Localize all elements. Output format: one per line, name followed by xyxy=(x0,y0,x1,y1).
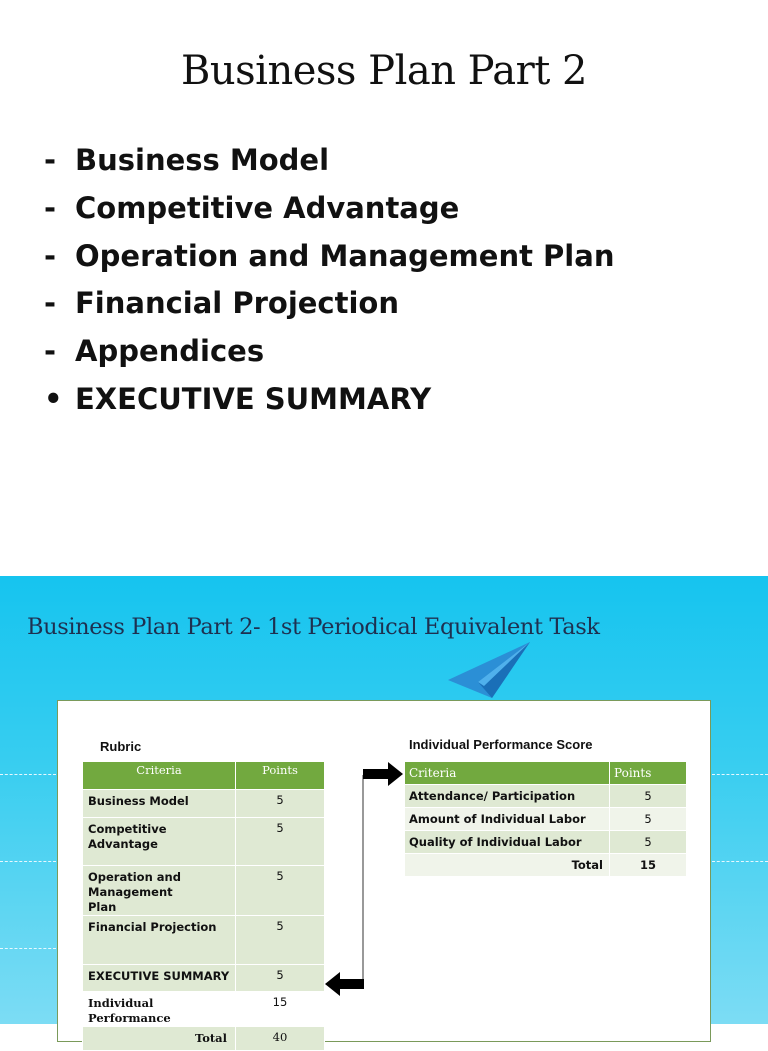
list-item-text: Competitive Advantage xyxy=(75,190,460,225)
arrow-left-icon xyxy=(325,972,364,996)
criteria-cell: Individual Performance xyxy=(83,992,236,1027)
dash-marker: - xyxy=(44,286,57,321)
criteria-cell: Operation and Management Plan xyxy=(83,866,236,916)
points-cell: 5 xyxy=(610,785,687,808)
criteria-cell: EXECUTIVE SUMMARY xyxy=(83,965,236,992)
list-item-text: Financial Projection xyxy=(75,286,399,321)
connector-lines xyxy=(0,576,768,1024)
criteria-cell: Attendance/ Participation xyxy=(405,785,610,808)
score-label: Individual Performance Score xyxy=(409,737,593,752)
dash-marker: - xyxy=(44,334,57,369)
bullet-marker: • xyxy=(44,381,63,416)
dash-marker: - xyxy=(44,143,57,177)
total-label: Total xyxy=(405,854,610,877)
criteria-cell: Business Model xyxy=(83,790,236,818)
dash-marker: - xyxy=(44,190,57,225)
points-cell: 5 xyxy=(236,790,325,818)
column-header: Points xyxy=(236,762,325,790)
dash-marker: - xyxy=(44,238,57,273)
points-cell: 5 xyxy=(610,808,687,831)
slide-title: Business Plan Part 2- 1st Periodical Equivalent Task xyxy=(27,614,600,640)
column-header: Points xyxy=(610,762,687,785)
slide-title: Business Plan Part 2 xyxy=(180,48,588,94)
column-header: Criteria xyxy=(405,762,610,785)
points-cell: 5 xyxy=(236,965,325,992)
criteria-cell: Financial Projection xyxy=(83,916,236,965)
points-cell: 5 xyxy=(236,916,325,965)
criteria-cell: Amount of Individual Labor xyxy=(405,808,610,831)
points-cell: 5 xyxy=(236,866,325,916)
list-item-text: Operation and Management Plan xyxy=(75,238,615,273)
slide-periodical-task xyxy=(0,576,768,1045)
list-item-text: Business Model xyxy=(75,143,330,177)
list-item-text: Appendices xyxy=(75,334,265,369)
points-cell: 5 xyxy=(236,818,325,866)
points-cell: 15 xyxy=(236,992,325,1027)
arrow-right-icon xyxy=(363,762,403,786)
rubric-label: Rubric xyxy=(100,739,142,754)
criteria-cell: Competitive Advantage xyxy=(83,818,236,866)
column-header: Criteria xyxy=(83,762,236,790)
total-label: Total xyxy=(83,1027,236,1051)
list-item-text: EXECUTIVE SUMMARY xyxy=(75,381,432,416)
total-value: 40 xyxy=(236,1027,325,1051)
points-cell: 5 xyxy=(610,831,687,854)
criteria-cell: Quality of Individual Labor xyxy=(405,831,610,854)
total-row xyxy=(83,1027,325,1051)
total-value: 15 xyxy=(610,854,687,877)
